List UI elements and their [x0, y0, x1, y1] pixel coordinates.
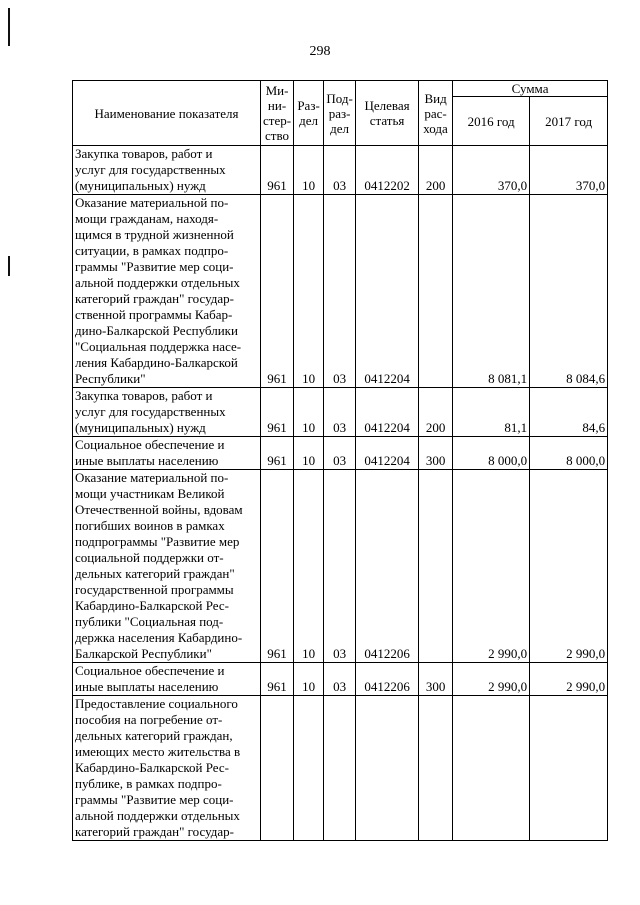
budget-table: [72, 80, 608, 841]
row-kind-cell: [419, 195, 453, 388]
row-2016-cell: 81,1: [453, 388, 530, 437]
row-2017-cell: 8 000,0: [530, 437, 608, 470]
header-section: Раз- дел: [294, 81, 324, 146]
row-target-cell: [356, 696, 419, 841]
header-name: Наименование показателя: [73, 81, 261, 146]
row-subsection-cell: 03: [324, 437, 356, 470]
row-name-cell: Социальное обеспечение и иные выплаты населению: [73, 663, 261, 696]
row-ministry-cell: 961: [261, 663, 294, 696]
row-subsection-cell: 03: [324, 195, 356, 388]
row-ministry-cell: 961: [261, 388, 294, 437]
row-kind-cell: 200: [419, 146, 453, 195]
row-2017-cell: 370,0: [530, 146, 608, 195]
row-2016-cell: 370,0: [453, 146, 530, 195]
scan-edge-mark: [8, 256, 10, 276]
row-kind-cell: [419, 470, 453, 663]
row-target-cell: 0412202: [356, 146, 419, 195]
table-row: [73, 696, 608, 841]
row-target-cell: 0412204: [356, 195, 419, 388]
row-section-cell: 10: [294, 195, 324, 388]
row-target-cell: 0412204: [356, 388, 419, 437]
row-target-cell: 0412206: [356, 663, 419, 696]
row-kind-cell: 300: [419, 663, 453, 696]
row-ministry-cell: 961: [261, 437, 294, 470]
table-row: [73, 195, 608, 388]
header-ministry: Ми- ни- стер- ство: [261, 81, 294, 146]
row-2016-cell: 2 990,0: [453, 470, 530, 663]
row-subsection-cell: 03: [324, 388, 356, 437]
row-2016-cell: 2 990,0: [453, 663, 530, 696]
row-kind-cell: 300: [419, 437, 453, 470]
row-2017-cell: 8 084,6: [530, 195, 608, 388]
row-2017-cell: 84,6: [530, 388, 608, 437]
row-subsection-cell: 03: [324, 663, 356, 696]
header-sum: Сумма: [453, 81, 608, 97]
row-section-cell: 10: [294, 437, 324, 470]
row-subsection-cell: 03: [324, 470, 356, 663]
row-target-cell: 0412206: [356, 470, 419, 663]
row-2016-cell: [453, 696, 530, 841]
row-2017-cell: 2 990,0: [530, 470, 608, 663]
row-section-cell: 10: [294, 388, 324, 437]
row-2017-cell: [530, 696, 608, 841]
header-subsection: Под- раз- дел: [324, 81, 356, 146]
row-kind-cell: [419, 696, 453, 841]
row-name-cell: Социальное обеспечение и иные выплаты населению: [73, 437, 261, 470]
row-name-cell: Закупка товаров, работ и услуг для государственных (муниципальных) нужд: [73, 388, 261, 437]
row-subsection-cell: [324, 696, 356, 841]
row-name-cell: Закупка товаров, работ и услуг для государственных (муниципальных) нужд: [73, 146, 261, 195]
row-2016-cell: 8 081,1: [453, 195, 530, 388]
row-ministry-cell: 961: [261, 195, 294, 388]
table-row: [73, 146, 608, 195]
page-number: 298: [309, 44, 331, 59]
row-2016-cell: 8 000,0: [453, 437, 530, 470]
row-subsection-cell: 03: [324, 146, 356, 195]
row-ministry-cell: [261, 696, 294, 841]
row-section-cell: 10: [294, 663, 324, 696]
row-section-cell: 10: [294, 470, 324, 663]
row-2017-cell: 2 990,0: [530, 663, 608, 696]
header-target: Целевая статья: [356, 81, 419, 146]
row-name-cell: Предоставление социального пособия на погребение от- дельных категорий граждан, имеющих место жительства в Кабардино-Балкарской Рес- публике, в рамках подпро- граммы "Развитие мер соци- альной поддержки отдельных категорий граждан" государ-: [73, 696, 261, 841]
table-row: [73, 470, 608, 663]
row-section-cell: [294, 696, 324, 841]
row-name-cell: Оказание материальной по- мощи участникам Великой Отечественной войны, вдовам погибших воинов в рамках подпрограммы "Развитие мер социальной поддержки от- дельных категорий граждан" государственной программы Кабардино-Балкарской Рес- публики "Социальная под- держка населения Кабардино- Балкарской Республики": [73, 470, 261, 663]
scan-edge-mark: [8, 8, 10, 46]
header-year-2016: 2016 год: [453, 97, 530, 146]
table-row: [73, 663, 608, 696]
row-ministry-cell: 961: [261, 470, 294, 663]
table-row: [73, 437, 608, 470]
row-target-cell: 0412204: [356, 437, 419, 470]
row-kind-cell: 200: [419, 388, 453, 437]
row-name-cell: Оказание материальной по- мощи гражданам, находя- щимся в трудной жизненной ситуации, в рамках подпро- граммы "Развитие мер соци- альной поддержки отдельных категорий граждан" государ- ственной программы Кабар- дино-Балкарской Республики "Социальная поддержка насе- ления Кабардино-Балкарской Республики": [73, 195, 261, 388]
header-year-2017: 2017 год: [530, 97, 608, 146]
table-row: [73, 388, 608, 437]
row-section-cell: 10: [294, 146, 324, 195]
header-kind: Вид рас- хода: [419, 81, 453, 146]
row-ministry-cell: 961: [261, 146, 294, 195]
